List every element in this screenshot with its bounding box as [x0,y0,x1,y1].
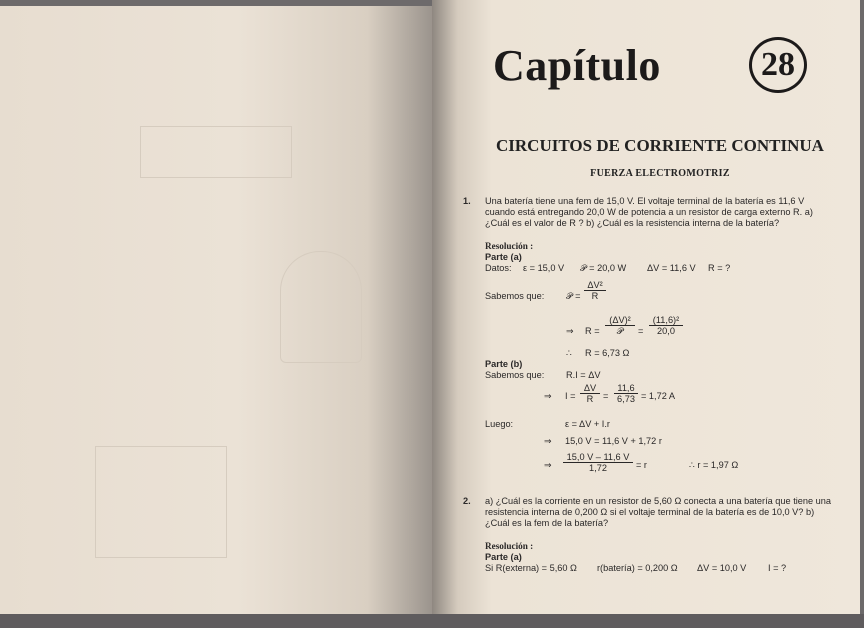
power-numerator: ΔV² [584,280,606,291]
resistance-fraction-2 [649,315,683,336]
implies-icon: ⇒ [544,436,552,446]
part-b-heading: Parte (b) [485,359,523,369]
given-terminal-v: ΔV = 10,0 V [697,563,747,573]
problem-1-line: Una batería tiene una fem de 15,0 V. El voltaje terminal de la batería es 11,6 V [485,196,805,206]
current-result: = 1,72 A [641,391,675,401]
internal-r-denominator: 1,72 [589,463,607,473]
bottom-shadow [0,614,864,628]
current-fraction-2 [614,383,638,404]
then-label: Luego: [485,419,514,429]
given-resistance: R = ? [708,263,731,273]
emf-equation: ε = ΔV + I.r [565,419,610,429]
resolution-heading-2: Resolución : [485,541,534,551]
emf-substitution: 15,0 V = 11,6 V + 1,72 r [565,436,662,446]
power-fraction [584,280,606,301]
problem-1-number: 1. [463,196,471,206]
internal-r-equals: = r [636,460,647,470]
problem-2-line: resistencia interna de 0,200 Ω si el voltaje terminal de la batería es de 10,0 V? b) [485,507,815,517]
current-denominator-1: R [586,394,594,404]
internal-r-numerator: 15,0 V – 11,6 V [563,452,633,463]
given-emf: ε = 15,0 V [523,263,565,273]
given-current: I = ? [768,563,787,573]
chapter-number: 28 [749,37,807,93]
bleed-through-figure [280,251,362,363]
current-lhs: I = [565,391,576,401]
given-voltage: ΔV = 11,6 V [647,263,696,273]
chapter-label: Capítulo [493,41,661,90]
section-subtitle: FUERZA ELECTROMOTRIZ [590,168,730,179]
internal-r-result: ∴ r = 1,97 Ω [689,460,739,470]
current-fraction-1 [580,383,600,404]
current-denominator-2: 6,73 [617,394,635,404]
current-numerator-1: ΔV [580,383,600,394]
resistance-numerator-1: (ΔV)² [605,315,635,326]
resistance-numerator-2: (11,6)² [649,315,683,326]
power-formula-lhs: 𝒫 = [566,291,581,301]
page-title: CIRCUITOS DE CORRIENTE CONTINUA [496,136,824,155]
problem-1-line: cuando está entregando 20,0 W de potencia a un resistor de carga externo R. a) [485,207,813,217]
known-label-b: Sabemos que: [485,370,545,380]
power-denominator: R [591,291,599,301]
given-external-r: Si R(externa) = 5,60 Ω [485,563,577,573]
bleed-through-box [140,126,292,178]
internal-r-fraction [563,452,633,473]
therefore-icon: ∴ [566,348,572,358]
resolution-heading: Resolución : [485,241,534,251]
implies-icon: ⇒ [544,391,552,401]
problem-2-number: 2. [463,496,471,506]
part-a-heading-2: Parte (a) [485,552,522,562]
resistance-denominator-2: 20,0 [657,326,675,336]
resistance-denominator-1: 𝒫 [616,326,624,336]
given-power: 𝒫 = 20,0 W [580,263,627,273]
bleed-through-diagram [95,446,227,558]
resistance-lhs: R = [585,326,600,336]
equals-sign: = [638,326,644,336]
part-a-heading: Parte (a) [485,252,522,262]
resistance-result: R = 6,73 Ω [585,348,630,358]
given-internal-r: r(batería) = 0,200 Ω [597,563,678,573]
implies-icon: ⇒ [544,460,552,470]
problem-2-line: a) ¿Cuál es la corriente en un resistor de 5,60 Ω conecta a una batería que tiene una [485,496,831,506]
known-label: Sabemos que: [485,291,545,301]
data-label: Datos: [485,263,512,273]
left-page [0,6,432,616]
problem-2-line: ¿Cuál es la fem de la batería? [485,518,609,528]
ohm-law: R.I = ΔV [566,370,601,380]
equals-sign: = [603,391,609,401]
current-numerator-2: 11,6 [614,383,638,394]
implies-icon: ⇒ [566,326,574,336]
problem-1-line: ¿Cuál es el valor de R ? b) ¿Cuál es la resistencia interna de la batería? [485,218,780,228]
resistance-fraction-1 [605,315,635,337]
